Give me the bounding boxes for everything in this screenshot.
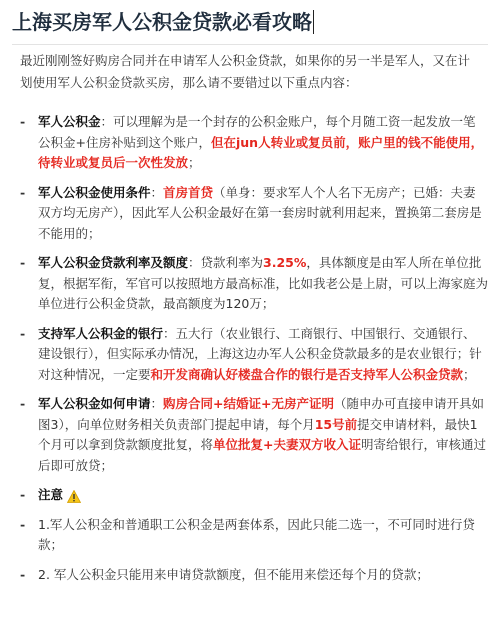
bullet-list: [20, 112, 488, 594]
item-label: 支持军人公积金的银行: [38, 325, 164, 341]
title-divider: [12, 44, 488, 45]
bullet-dash: -: [20, 516, 26, 532]
item-label: 军人公积金贷款利率及额度: [38, 255, 189, 270]
list-item-note-1: [20, 515, 488, 556]
item-text: ：贷款利率为: [188, 255, 264, 270]
item-text: ：: [150, 184, 164, 200]
item-text: ；: [188, 155, 201, 170]
list-item-how-to-apply: [20, 394, 488, 476]
list-item-banks: [20, 324, 488, 386]
note-label: 注意: [38, 487, 64, 502]
item-text: 明寄给银行，审核通过后即可放贷；: [38, 437, 487, 473]
list-item-note: [20, 485, 488, 506]
item-label: 军人公积金: [38, 114, 101, 129]
item-highlight: 3.25%: [263, 255, 307, 270]
note-heading: [38, 485, 81, 506]
page-title: 上海买房军人公积金贷款必看攻略: [12, 10, 312, 34]
bullet-dash: -: [20, 255, 26, 270]
item-label: 军人公积金如何申请: [38, 396, 151, 411]
note-text: 2. 军人公积金只能用来申请贷款额度，但不能用来偿还每个月的贷款；: [38, 566, 429, 582]
item-text: ：可以理解为是一个封存的公积金账户，每个月随工资一起发放一笔公积金+住房补贴到这个账户，: [38, 114, 476, 150]
item-text: ，具体额度是由军人所在单位批复，根据军衔，军官可以按照地方最高标准，比如我老公是上尉，可以上海家庭为单位进行公积金贷款，最高额度为120万；: [38, 255, 489, 311]
item-text: ：: [150, 396, 164, 411]
item-text: 提交申请材料，最快1个月可以拿到贷款额度批复，将: [38, 416, 478, 452]
list-item-military-fund: [20, 112, 488, 174]
bullet-dash: -: [20, 184, 26, 200]
title-field[interactable]: [12, 4, 488, 40]
intro-paragraph: 最近刚刚签好购房合同并在申请军人公积金贷款，如果你的另一半是军人，又在计划使用军人公积金贷款买房，那么请不要错过以下重点内容：: [20, 53, 471, 90]
bullet-dash: -: [20, 487, 26, 502]
bullet-dash: -: [20, 325, 26, 341]
item-highlight: 购房合同+结婚证+无房产证明: [163, 396, 334, 411]
item-text: （单身：要求军人个人名下无房产；已婚：夫妻双方均无房产），因此军人公积金最好在第一套房时就利用起来，置换第二套房是不能用的；: [38, 184, 482, 241]
list-item-note-2: [20, 565, 488, 586]
item-text: （随申办可直接申请开具如图3），向单位财务相关负责部门提起申请，每个月: [38, 396, 484, 432]
item-text: ；: [463, 366, 476, 382]
bullet-dash: -: [20, 566, 26, 582]
list-item-conditions: [20, 183, 488, 245]
warning-icon: [67, 489, 81, 502]
text-caret: [313, 10, 314, 34]
item-highlight: 和开发商确认好楼盘合作的银行是否支持军人公积金贷款: [150, 366, 464, 382]
item-text: ：五大行（农业银行、工商银行、中国银行、交通银行、建设银行），但实际承办情况，上海这边办军人公积金贷款最多的是农业银行；针对这种情况，一定要: [38, 325, 482, 382]
item-label: 军人公积金使用条件: [38, 184, 151, 200]
item-highlight: 但在jun人转业或复员前，账户里的钱不能使用，待转业或复员后一次性发放: [38, 134, 484, 170]
item-highlight: 15号前: [314, 416, 358, 432]
item-highlight: 首房首贷: [163, 184, 214, 200]
list-item-rate-quota: [20, 253, 488, 315]
bullet-dash: -: [20, 114, 26, 129]
item-highlight: 单位批复+夫妻双方收入证: [213, 437, 361, 452]
bullet-dash: -: [20, 396, 26, 411]
note-text: 1.军人公积金和普通职工公积金是两套体系，因此只能二选一，不可同时进行贷款；: [38, 516, 475, 552]
